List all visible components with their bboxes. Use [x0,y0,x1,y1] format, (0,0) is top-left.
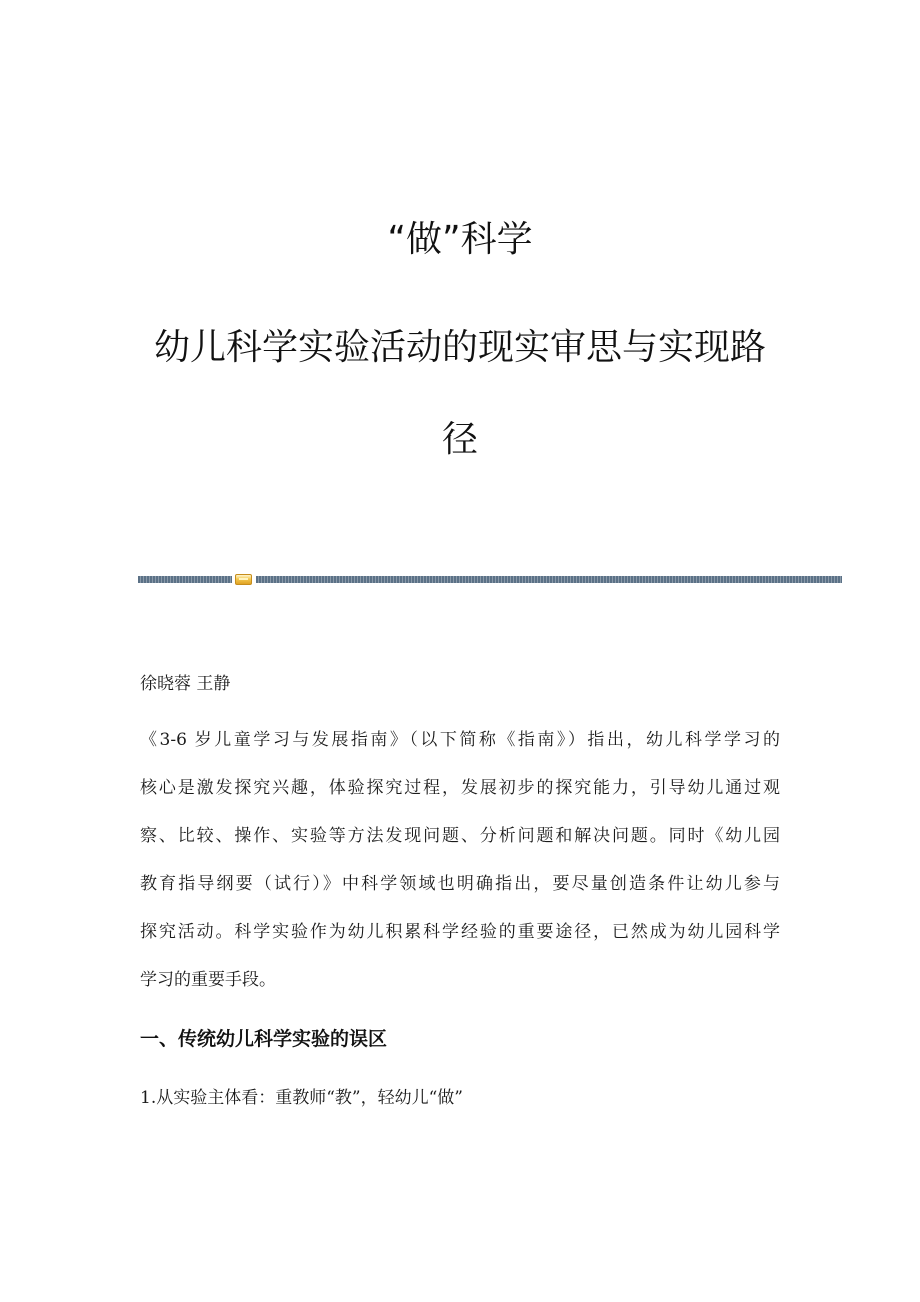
title-line-1: “做”科学 [387,219,533,260]
divider-gem-icon [235,574,252,585]
author-names: 徐晓蓉 王静 [140,674,231,694]
paragraph-line: 核心是激发探究兴趣，体验探究过程，发展初步的探究能力，引导幼儿通过观 [140,778,780,798]
paragraph-line: 探究活动。科学实验作为幼儿积累科学经验的重要途径，已然成为幼儿园科学 [140,922,780,942]
decorative-divider [138,574,842,584]
paragraph-line: 《3-6 岁儿童学习与发展指南》（以下简称《指南》）指出，幼儿科学学习的 [140,730,780,750]
title-line-3: 径 [441,419,478,460]
divider-bar-left [138,576,232,583]
title-line-2: 幼儿科学实验活动的现实审思与实现路 [153,327,766,368]
paragraph-line: 学习的重要手段。 [140,970,276,990]
sub-heading: 1.从实验主体看：重教师“教”，轻幼儿“做” [140,1088,463,1108]
divider-bar-right [256,576,842,583]
section-heading: 一、传统幼儿科学实验的误区 [140,1028,388,1050]
paragraph-line: 察、比较、操作、实验等方法发现问题、分析问题和解决问题。同时《幼儿园 [140,826,780,846]
paragraph-line: 教育指导纲要（试行）》中科学领域也明确指出，要尽量创造条件让幼儿参与 [140,874,780,894]
